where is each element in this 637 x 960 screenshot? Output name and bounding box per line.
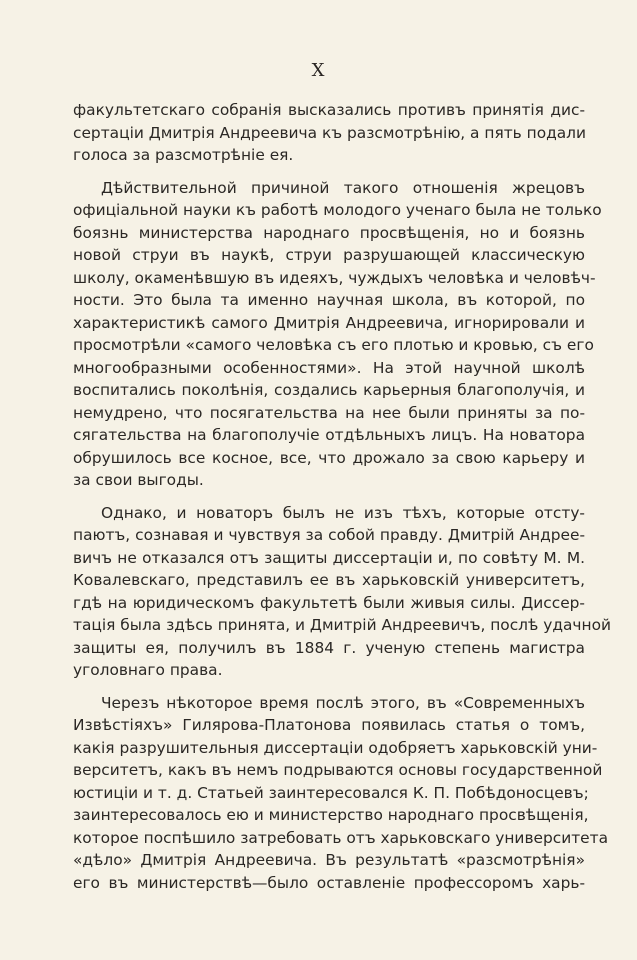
text-line: Черезъ нѣкоторое время послѣ этого, въ «Современныхъ bbox=[101, 693, 585, 712]
text-line: «дѣло» Дмитрія Андреевича. Въ результатѣ «разсмотрѣнія» bbox=[73, 851, 585, 869]
text-line: Извѣстіяхъ» Гилярова-Платонова появилась статья о томъ, bbox=[73, 716, 585, 734]
page-number: X bbox=[311, 60, 326, 81]
text-line: воспитались поколѣнія, создались карьерныя благополучія, и bbox=[73, 381, 585, 399]
text-line: верситетъ, какъ въ немъ подрываются основы государственной bbox=[73, 761, 603, 779]
text-line: которое поспѣшило затребовать отъ харьковскаго университета bbox=[73, 828, 609, 847]
paragraph bbox=[73, 692, 609, 895]
text-line: голоса за разсмотрѣніе ея. bbox=[73, 146, 294, 164]
text-line: немудрено, что посягательства на нее были приняты за по- bbox=[73, 403, 585, 422]
text-line: за свои выгоды. bbox=[73, 471, 204, 489]
text-line: тація была здѣсь принята, и Дмитрій Андреевичъ, послѣ удачной bbox=[73, 616, 611, 634]
text-line: уголовнаго права. bbox=[73, 661, 223, 679]
text-line: юстиціи и т. д. Статьей заинтересовался К. П. Побѣдоносцевъ; bbox=[73, 783, 589, 802]
text-line: школу, окаменѣвшую въ идеяхъ, чуждыхъ человѣка и человѣч- bbox=[73, 268, 596, 287]
body-text bbox=[73, 99, 611, 894]
paragraph bbox=[73, 177, 602, 492]
text-line: характеристикѣ самого Дмитрія Андреевича, игнорировали и bbox=[73, 313, 585, 332]
text-line: заинтересовалось ею и министерство народнаго просвѣщенія, bbox=[73, 806, 589, 824]
text-line: гдѣ на юридическомъ факультетѣ были живыя силы. Диссер- bbox=[73, 593, 585, 612]
text-line: сертаціи Дмитрія Андреевича къ разсмотрѣнію, а пять подали bbox=[73, 123, 587, 142]
text-line: офиціальной науки къ работѣ молодого ученаго была не только bbox=[73, 201, 602, 219]
text-line: факультетскаго собранія высказались противъ принятія дис- bbox=[73, 101, 585, 119]
text-line: какія разрушительныя диссертаціи одобряетъ харьковскій уни- bbox=[73, 738, 598, 757]
paragraph bbox=[73, 99, 585, 167]
text-line: боязнь министерства народнаго просвѣщенія, но и боязнь bbox=[73, 223, 585, 242]
text-line: ности. Это была та именно научная школа, въ которой, по bbox=[73, 291, 585, 309]
text-line: Ковалевскаго, представилъ ее въ харьковскій университетъ, bbox=[73, 571, 585, 589]
text-line: Дѣйствительной причиной такого отношенія жрецовъ bbox=[101, 178, 585, 197]
text-line: Однако, и новаторъ былъ не изъ тѣхъ, которые отсту- bbox=[101, 503, 585, 522]
text-line: вичъ не отказался отъ защиты диссертаціи и, по совѣту М. М. bbox=[73, 548, 585, 567]
paragraph bbox=[73, 502, 611, 682]
text-line: паютъ, сознавая и чувствуя за собой правду. Дмитрій Андрее- bbox=[73, 526, 585, 544]
text-line: сягательства на благополучіе отдѣльныхъ лицъ. На новатора bbox=[73, 426, 585, 444]
text-line: многообразными особенностями». На этой научной школѣ bbox=[73, 358, 585, 377]
text-line: обрушилось все косное, все, что дрожало за свою карьеру и bbox=[73, 448, 585, 467]
text-line: новой струи въ наукѣ, струи разрушающей классическую bbox=[73, 246, 585, 264]
text-line: просмотрѣли «самого человѣка съ его плотью и кровью, съ его bbox=[73, 336, 594, 354]
text-line: его въ министерствѣ—было оставленіе профессоромъ харь- bbox=[73, 873, 585, 892]
text-line: защиты ея, получилъ въ 1884 г. ученую степень магистра bbox=[73, 638, 585, 657]
